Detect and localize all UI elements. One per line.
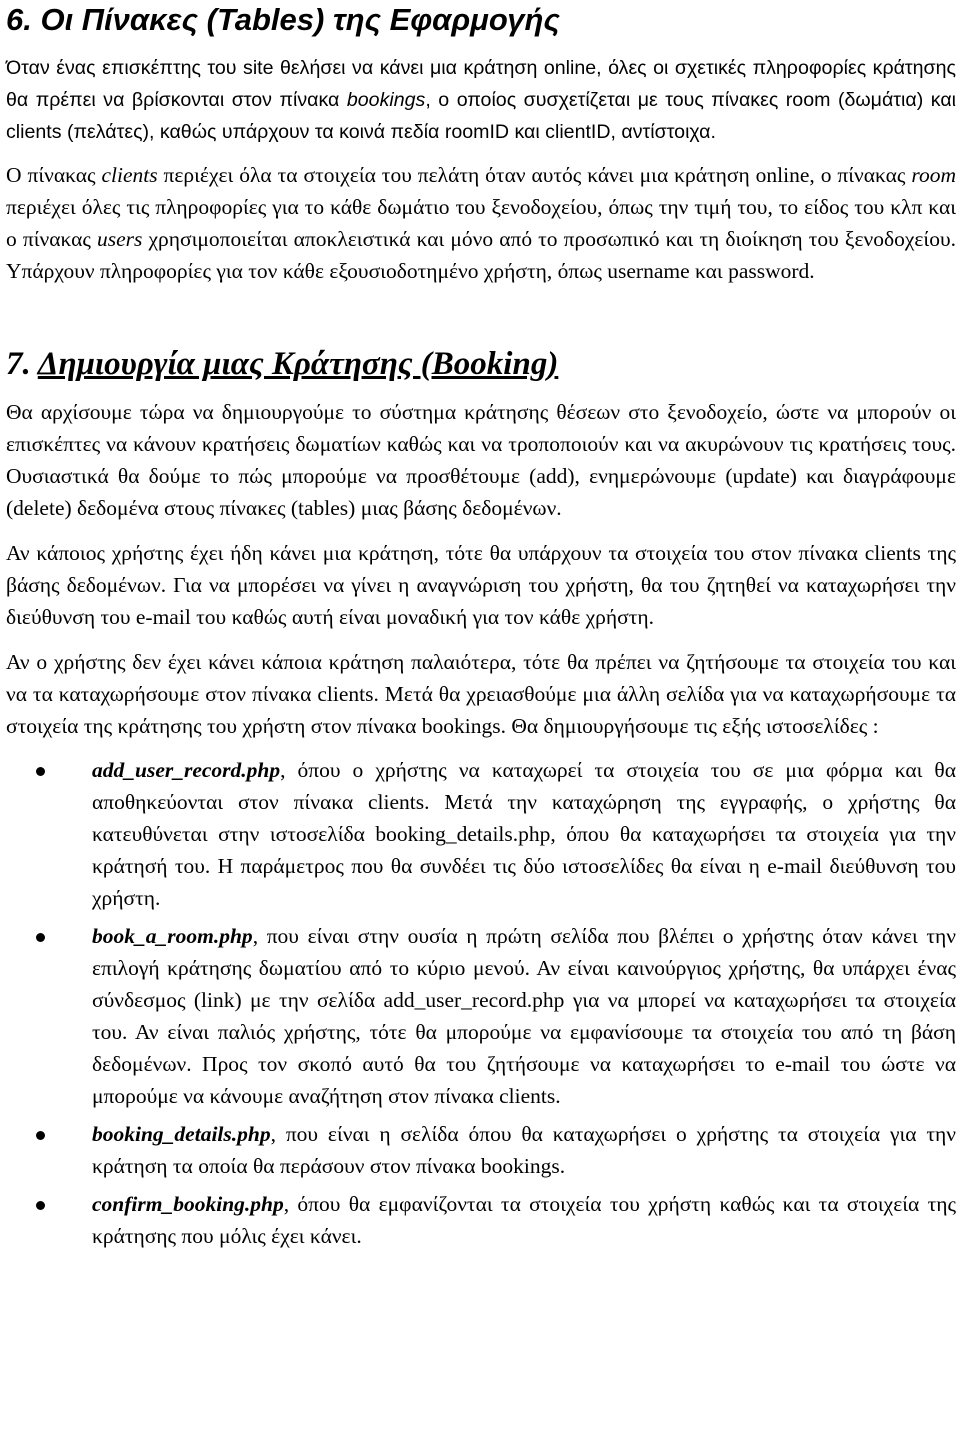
bullet-dot-icon — [36, 1201, 45, 1210]
p1-text-a: Όταν ένας επισκέπτης του site θελήσει να κάνει μια κράτηση online, όλες οι σχετικές πληροφορίες κράτησης θα πρέπει να βρίσκονται στον πίνακα — [6, 57, 956, 111]
list-item-text: , όπου ο χρήστης να καταχωρεί τα στοιχεία του σε μια φόρμα και θα αποθηκεύονται στον πίνακα clients. Μετά την καταχώρηση της εγγραφής, ο χρήστης θα κατευθύνεται στην ιστοσελίδα booking_details.php, όπου θα καταχωρήσει τα στοιχεία για την κράτησή του. Η παράμετρος που θα συνδέει τις δύο ιστοσελίδες θα είναι η e-mail διεύθυνση του χρήστη. — [92, 758, 956, 910]
section-7-heading-number: 7. — [6, 346, 38, 382]
p1-bookings-term: bookings — [346, 89, 426, 111]
list-item-filename: add_user_record.php — [92, 758, 281, 782]
list-item — [6, 920, 956, 1112]
section-6-paragraph-1 — [6, 52, 956, 148]
section-7-heading-title: Δημιουργία μιας Κράτησης (Booking) — [37, 346, 559, 382]
pages-bullet-list — [6, 754, 956, 1252]
list-item-text: , που είναι η σελίδα όπου θα καταχωρήσει ο χρήστης τα στοιχεία για την κράτηση τα οποία θα περάσουν στον πίνακα bookings. — [92, 1122, 956, 1178]
p2-text-d: χρησιμοποιείται αποκλειστικά και μόνο από το προσωπικό και τη διοίκηση του ξενοδοχείου. Υπάρχουν πληροφορίες για τον κάθε εξουσιοδοτημένο χρήστη, όπως username και password. — [6, 227, 956, 283]
p2-room-term: room — [911, 163, 956, 187]
section-7-paragraph-2: Αν κάποιος χρήστης έχει ήδη κάνει μια κράτηση, τότε θα υπάρχουν τα στοιχεία του στον πίνακα clients της βάσης δεδομένων. Για να μπορέσει να γίνει η αναγνώριση του χρήστη, θα του ζητηθεί να καταχωρήσει την διεύθυνση του e-mail του καθώς αυτή είναι μοναδική για τον κάθε χρήστη. — [6, 541, 956, 629]
p2-users-term: users — [96, 227, 143, 251]
section-6-heading: 6. Οι Πίνακες (Tables) της Εφαρμογής — [6, 2, 560, 37]
document-page — [6, 0, 956, 1258]
p2-clients-term: clients — [101, 163, 158, 187]
section-7-heading — [6, 345, 956, 383]
list-item-text: , που είναι στην ουσία η πρώτη σελίδα που βλέπει ο χρήστης όταν κάνει την επιλογή κράτησης δωματίου από το κύριο μενού. Αν είναι καινούργιος χρήστης, θα υπάρχει ένας σύνδεσμος (link) με την σελίδα add_user_record.php για να μπορεί να καταχωρήσει τα στοιχεία του. Αν είναι παλιός χρήστης, τότε θα μπορούμε να εμφανίσουμε τα στοιχεία του από τη βάση δεδομένων. Προς τον σκοπό αυτό θα του ζητήσουμε να καταχωρήσει το e-mail του ώστε να μπορούμε να κάνουμε αναζήτηση στον πίνακα clients. — [92, 924, 956, 1108]
section-6-paragraph-2 — [6, 159, 956, 287]
bullet-dot-icon — [36, 933, 45, 942]
section-7-paragraph-3: Αν ο χρήστης δεν έχει κάνει κάποια κράτηση παλαιότερα, τότε θα πρέπει να ζητήσουμε τα στοιχεία του και να τα καταχωρήσουμε στον πίνακα clients. Μετά θα χρειασθούμε μια άλλη σελίδα για να καταχωρήσουμε τα στοιχεία της κράτησης του χρήστη στον πίνακα bookings. Θα δημιουργήσουμε τις εξής ιστοσελίδες : — [6, 650, 956, 738]
p2-text-c: περιέχει όλες τις πληροφορίες για το κάθε δωμάτιο του ξενοδοχείου, όπως την τιμή του, το είδος του κλπ και ο πίνακας — [6, 195, 956, 251]
list-item-filename: booking_details.php — [92, 1122, 271, 1146]
section-7-paragraph-1: Θα αρχίσουμε τώρα να δημιουργούμε το σύστημα κράτησης θέσεων στο ξενοδοχείο, ώστε να μπορούν οι επισκέπτες να κάνουν κρατήσεις δωματίων καθώς και να τροποποιούν και να ακυρώνουν τις κρατήσεις τους. Ουσιαστικά θα δούμε το πώς μπορούμε να προσθέτουμε (add), ενημερώνουμε (update) και διαγράφουμε (delete) δεδομένα στους πίνακες (tables) μιας βάσης δεδομένων. — [6, 400, 956, 520]
p2-text-b: περιέχει όλα τα στοιχεία του πελάτη όταν αυτός κάνει μια κράτηση online, ο πίνακας — [157, 163, 912, 187]
list-item — [6, 1188, 956, 1252]
bullet-dot-icon — [36, 767, 45, 776]
list-item-filename: book_a_room.php — [92, 924, 253, 948]
list-item — [6, 1118, 956, 1182]
p1-text-b: , ο οποίος συσχετίζεται με τους πίνακες room (δωμάτια) και clients (πελάτες), καθώς υπάρχουν τα κοινά πεδία roomID και clientID, αντίστοιχα. — [6, 89, 956, 143]
bullet-dot-icon — [36, 1131, 45, 1140]
p2-text-a: Ο πίνακας — [6, 163, 102, 187]
list-item-filename: confirm_booking.php — [92, 1192, 284, 1216]
list-item — [6, 754, 956, 914]
list-item-text: , όπου θα εμφανίζονται τα στοιχεία του χρήστη καθώς και τα στοιχεία της κράτησης που μόλις έχει κάνει. — [92, 1192, 956, 1248]
